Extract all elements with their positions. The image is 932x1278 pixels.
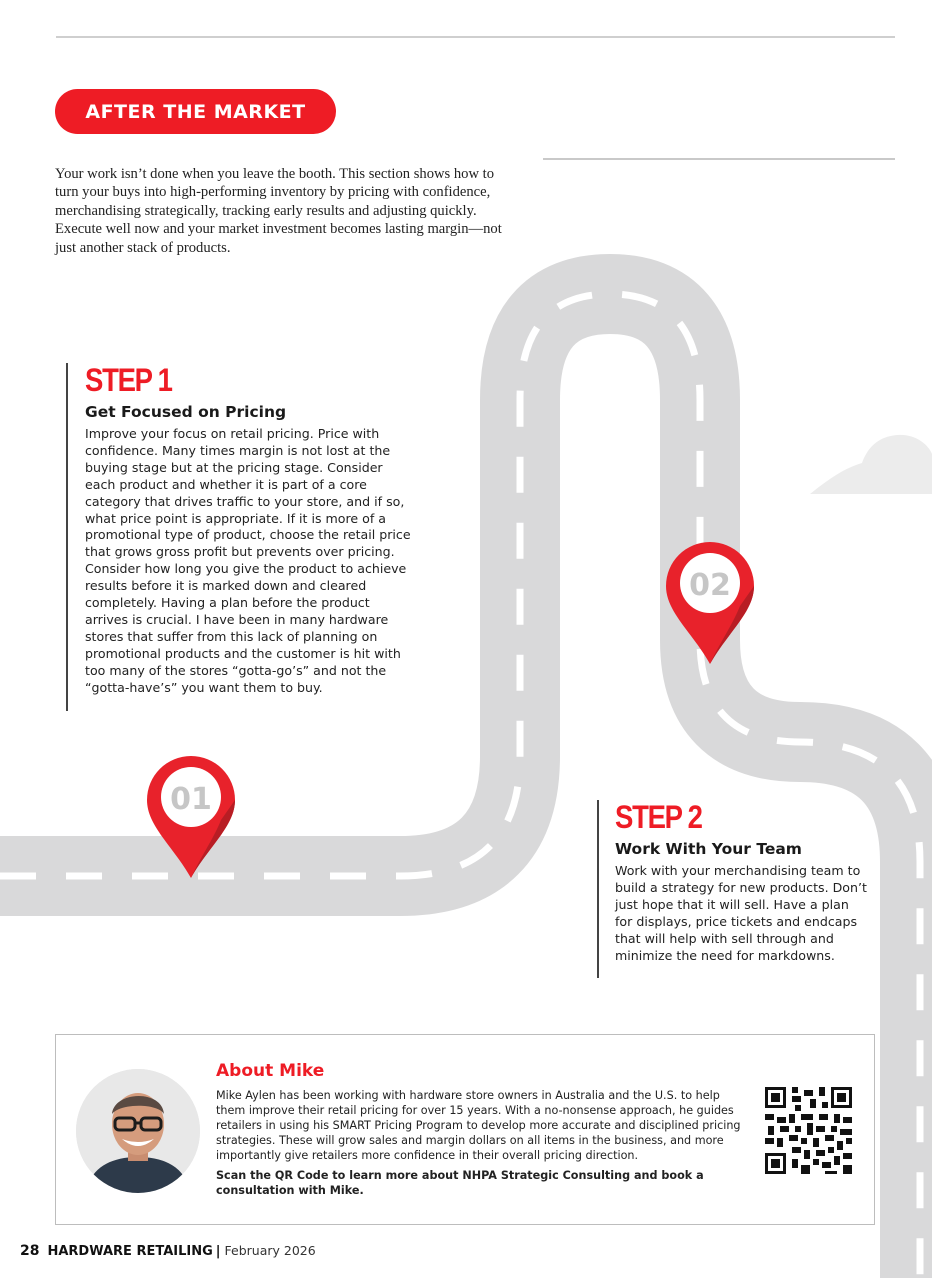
step-2-title: STEP 2 [615, 799, 702, 835]
about-title: About Mike [216, 1061, 325, 1081]
about-box [55, 1034, 875, 1225]
section-banner-label: AFTER THE MARKET [85, 100, 306, 123]
qr-code-icon[interactable] [765, 1087, 852, 1174]
issue-date: February 2026 [224, 1243, 316, 1258]
step-2-block [597, 800, 887, 964]
step-1-subtitle: Get Focused on Pricing [85, 403, 287, 421]
page-number: 28 [20, 1243, 40, 1259]
footer-separator: | [215, 1244, 221, 1259]
step-2-subtitle: Work With Your Team [615, 840, 802, 858]
person-photo-icon [76, 1069, 200, 1193]
step-1-accent-bar [66, 363, 68, 711]
intro-paragraph: Your work isn’t done when you leave the booth. This section shows how to turn your buys into high-performing inventory by pricing with confidence, merchandising strategically, tracking early results and adjusting quickly. Execute well now and your market investment becomes lasting margin—not just another stack of products. [55, 166, 502, 256]
author-avatar [76, 1069, 200, 1193]
step-1-body: Improve your focus on retail pricing. Price with confidence. Many times margin is not lost at the buying stage but at the pricing stage. Consider each product and whether it is part of a core category that drives traffic to your store, and if so, what price point is appropriate. If it is more of a promotional type of product, choose the retail price that grows gross profit but prevents over pricing. Consider how long you give the product to achieve results before it is marked down and cleared completely. Having a plan before the product arrives is crucial. I have been in many hardware stores that suffer from this lack of planning on promotional products and the customer is hit with too many of the stores “gotta-go’s” and not the “gotta-have’s” you want them to buy. [85, 426, 411, 695]
marker-01-label: 01 [170, 782, 212, 817]
about-cta: Scan the QR Code to learn more about NHPA Strategic Consulting and book a consultation with Mike. [216, 1169, 704, 1197]
page-footer [20, 1243, 316, 1259]
about-body: Mike Aylen has been working with hardware store owners in Australia and the U.S. to help them improve their retail pricing for over 15 years. With a no-nonsense approach, he guides retailers in using his SMART Pricing Program to develop more accurate and disciplined pricing strategies. These will grow sales and margin dollars on all items in the business, and more importantly give retailers more confidence in their overall pricing direction. [216, 1089, 741, 1162]
step-2-accent-bar [597, 800, 599, 978]
step-1-title: STEP 1 [85, 362, 172, 398]
step-2-body: Work with your merchandising team to build a strategy for new products. Don’t just hope that it will sell. Have a plan for displays, price tickets and endcaps that will help with sell through and minimize the need for markdowns. [615, 863, 867, 963]
cloud-icon [810, 435, 932, 494]
step-1-block [66, 363, 416, 697]
magazine-name: HARDWARE RETAILING [47, 1244, 213, 1259]
marker-02-label: 02 [689, 568, 731, 603]
